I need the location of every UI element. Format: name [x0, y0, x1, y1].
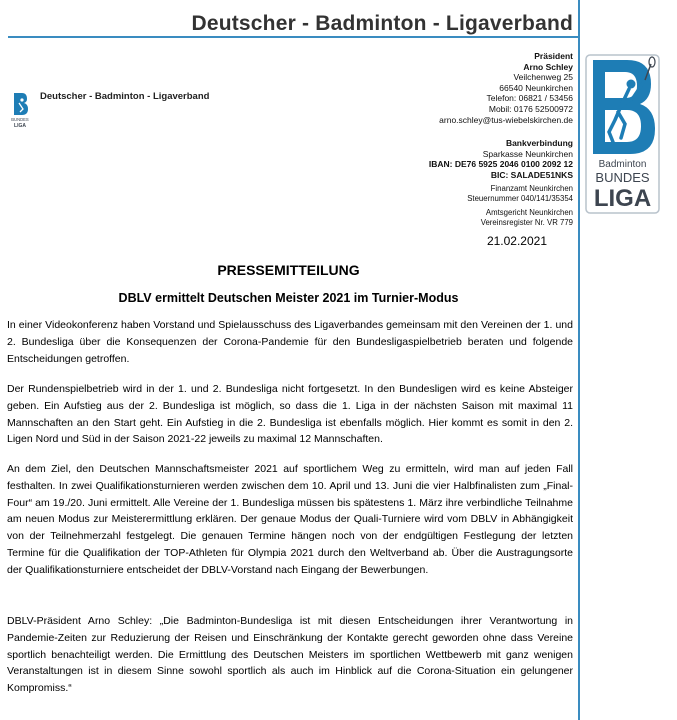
register-number: Vereinsregister Nr. VR 779 — [480, 217, 573, 227]
paragraph-4: DBLV-Präsident Arno Schley: „Die Badminton-Bundesliga ist mit diesen Entscheidungen ihrer Verantwortung in Pandemie-Zeiten zur Reduzierung der Reisen und Einschränkung der Kontakte gerecht geworden ohne dass Vereine sportlich benachteiligt werden. Die Ermittlung des Deutschen Meisters im sportlichen Wettbewerb mit ganz wenigen Veranstaltungen ist in diesem Sinne sowohl sportlich als auch im Hinblick auf die Corona-Situation ein gelungener Kompromiss.“ — [7, 615, 573, 695]
mobile-number: Mobil: 0176 52500972 — [488, 103, 573, 114]
organization-name-small: Deutscher - Badminton - Ligaverband — [40, 91, 210, 102]
president-name: Arno Schley — [523, 61, 573, 72]
bank-details-block — [429, 138, 573, 180]
bank-bic: BIC: SALADE51NKS — [490, 169, 573, 180]
bank-name: Sparkasse Neunkirchen — [482, 148, 573, 159]
court-name: Amtsgericht Neunkirchen — [485, 208, 573, 217]
logo-text-badminton: Badminton — [598, 159, 647, 170]
phone-number: Telefon: 06821 / 53456 — [486, 93, 573, 104]
logo-text-liga: LIGA — [593, 185, 652, 212]
bank-label: Bankverbindung — [505, 138, 573, 148]
paragraph-3: An dem Ziel, den Deutschen Mannschaftsmeister 2021 auf sportlichem Weg zu ermitteln, wird man auf jeden Fall festhalten. In zwei Qualifikationsturnieren werden zwischen dem 10. April und 13. Juni die vier Halbfinalisten zum „Final-Four“ am 19./20. Juni ermittelt. Alle Vereine der 1. Bundesliga müssen bis spätestens 1. März ihre verbindliche Teilnahme am neuen Modus zur Meisterermittlung erklären. Der genaue Modus der Quali-Turniere wird vom DBLV in Abhängigkeit von der Teilnehmerzahl festgelegt. Die genauen Termine hängen noch von der endgültigen Festlegung der letzten Termine für die Qualifikation der TOP-Athleten für Olympia 2021 durch den Weltverband ab. Über die Austragungsorte der Qualifikationsturniere entscheidet der DBLV-Vorstand nach Eingang der Bewerbungen. — [7, 463, 573, 576]
address-street: Veilchenweg 25 — [513, 72, 573, 83]
paragraph-2: Der Rundenspielbetrieb wird in der 1. und 2. Bundesliga nicht fortgesetzt. In den Bundesligen wird es keine Absteiger geben. Ein Aufstieg aus der 2. Bundesliga ist möglich, so dass die 1. Liga in der nächsten Saison mit maximal 11 Mannschaften an den Start geht. Ein Aufstieg in die 2. Bundesliga ist ebenfalls möglich. Hier kommt es somit in den 2. Ligen Nord und Süd in der Saison 2021-22 jeweils zu maximal 12 Mannschaften. — [7, 383, 573, 446]
paragraph-1: In einer Videokonferenz haben Vorstand und Spielausschuss des Ligaverbandes gemeinsam mit den Vereinen der 1. und 2. Bundesliga über die Konsequenzen der Corona-Pandemie für den Bundesligaspielbetrieb beraten und folgende Entscheidungen getroffen. — [7, 319, 573, 365]
organization-title: Deutscher - Badminton - Ligaverband — [191, 12, 573, 35]
small-logo-text-bundes: BUNDES — [11, 117, 29, 122]
small-bundesliga-logo — [11, 91, 29, 129]
tax-office: Finanzamt Neunkirchen — [490, 184, 573, 193]
tax-number: Steuernummer 040/141/35354 — [467, 193, 573, 203]
press-release-subheading: DBLV ermittelt Deutschen Meister 2021 im Turnier-Modus — [118, 291, 459, 305]
address-city: 66540 Neunkirchen — [499, 82, 573, 93]
side-divider — [578, 0, 580, 720]
president-role: Präsident — [534, 51, 573, 61]
small-logo-text-liga: LIGA — [14, 123, 26, 129]
document-date: 21.02.2021 — [486, 234, 547, 248]
email-address: arno.schley@tus-wiebelskirchen.de — [439, 114, 573, 125]
register-block — [481, 208, 573, 227]
press-release-heading: PRESSEMITTEILUNG — [217, 262, 360, 278]
tax-block — [467, 184, 573, 203]
logo-text-bundes: BUNDES — [595, 170, 650, 185]
president-contact-block — [439, 51, 573, 125]
badminton-bundesliga-logo — [585, 54, 660, 214]
header-divider — [8, 36, 579, 38]
bank-iban: IBAN: DE76 5925 2046 0100 2092 12 — [428, 159, 573, 170]
